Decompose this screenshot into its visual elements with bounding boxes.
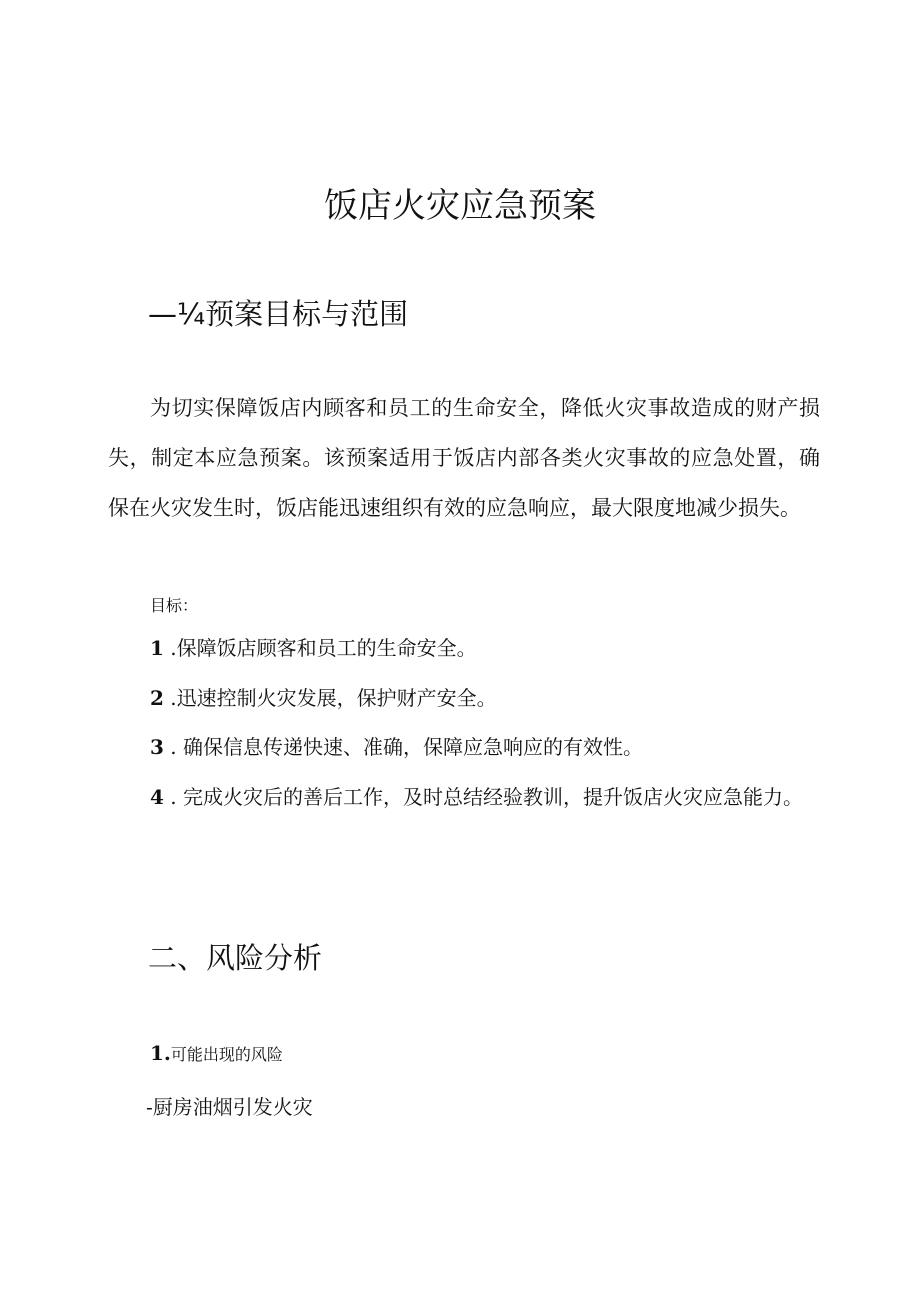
goal-number: 3 <box>150 735 164 759</box>
goal-text: .迅速控制火灾发展，保护财产安全。 <box>163 686 497 710</box>
goal-number: 1 <box>150 636 164 660</box>
goal-text: .保障饭店顾客和员工的生命安全。 <box>163 636 477 660</box>
subsection-heading-possible-risks <box>150 1041 283 1065</box>
document-title: 饭店火灾应急预案 <box>324 186 596 226</box>
section-heading-goals-scope: —¼预案目标与范围 <box>148 297 409 331</box>
goal-item-1 <box>108 623 820 673</box>
subsection-label: 可能出现的风险 <box>170 1045 283 1064</box>
goal-item-3 <box>108 722 820 772</box>
goal-number: 4 <box>150 785 164 809</box>
goal-text: . 确保信息传递快速、准确，保障应急响应的有效性。 <box>163 735 643 759</box>
intro-paragraph: 为切实保障饭店内顾客和员工的生命安全，降低火灾事故造成的财产损失，制定本应急预案。该预案适用于饭店内部各类火灾事故的应急处置，确保在火灾发生时，饭店能迅速组织有效的应急响应，最大限度地减少损失。 <box>108 396 820 520</box>
goal-item-4 <box>108 772 820 822</box>
goal-number: 2 <box>150 686 164 710</box>
subsection-number: 1. <box>150 1041 171 1065</box>
goal-item-2 <box>108 673 820 723</box>
risk-list-item: -厨房油烟引发火灾 <box>146 1095 313 1119</box>
goals-label: 目标： <box>150 596 199 615</box>
section-heading-risk-analysis: 二、风险分析 <box>148 941 323 975</box>
goal-text: . 完成火灾后的善后工作，及时总结经验教训，提升饭店火灾应急能力。 <box>163 785 803 809</box>
